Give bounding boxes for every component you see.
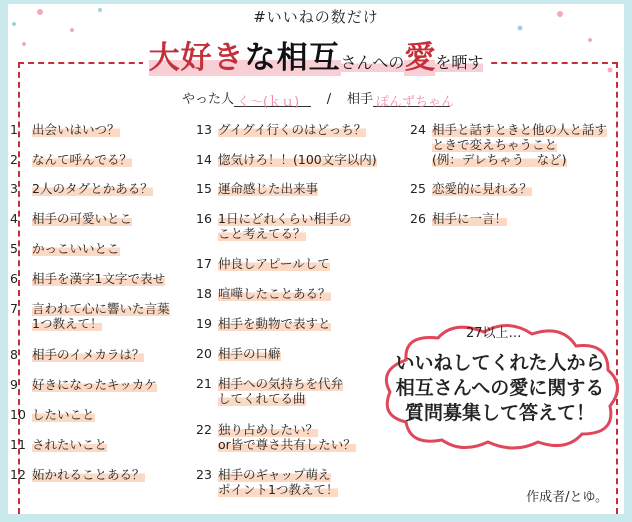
question-text: 恋愛的に見れる？ xyxy=(432,181,533,196)
question-item xyxy=(196,152,377,167)
hashtag-label: #いいねの数だけ xyxy=(253,8,379,26)
question-number: 26 xyxy=(410,211,426,226)
question-number: 12 xyxy=(10,467,26,482)
question-item xyxy=(196,256,330,271)
question-number: 14 xyxy=(196,152,212,167)
question-text: 出会いはいつ？ xyxy=(32,122,120,137)
question-item xyxy=(10,301,170,331)
question-text: 喧嘩したことある？ xyxy=(218,286,331,301)
question-text: 相手と話すときと他の人と話す ときで変えちゃうこと (例：デレちゃう など) xyxy=(432,122,608,167)
question-number: 5 xyxy=(10,241,18,256)
cloud-line-1: いいねしてくれた人から xyxy=(395,352,605,374)
cloud-line-2: 相互さんへの愛に関する xyxy=(395,377,605,399)
question-number: 4 xyxy=(10,211,18,226)
question-text: 相手に一言！ xyxy=(432,211,508,226)
separator: / xyxy=(326,92,332,107)
question-item xyxy=(10,152,132,167)
question-text: されたいこと xyxy=(32,437,108,452)
question-item xyxy=(10,241,120,256)
question-item xyxy=(196,422,356,452)
question-number: 24 xyxy=(410,122,426,137)
question-number: 25 xyxy=(410,181,426,196)
did-label: やった人 xyxy=(181,92,234,107)
question-text: 好きになったキッカケ xyxy=(32,377,157,392)
question-number: 9 xyxy=(10,377,18,392)
question-item xyxy=(10,467,145,482)
question-item xyxy=(10,211,132,226)
question-item xyxy=(196,316,331,331)
question-text: 相手への気持ちを代弁 してくれてる曲 xyxy=(218,376,344,406)
question-number: 10 xyxy=(10,407,26,422)
title-part-1: 大好き xyxy=(148,40,245,76)
question-number: 6 xyxy=(10,271,18,286)
question-text: 相手を漢字1文字で表せ xyxy=(32,271,165,286)
question-item xyxy=(10,122,120,137)
question-item xyxy=(196,346,281,361)
question-number: 1 xyxy=(10,122,18,137)
question-number: 7 xyxy=(10,301,18,316)
question-item xyxy=(410,211,507,226)
cloud-message xyxy=(384,351,616,426)
question-item xyxy=(10,271,165,286)
participants-line xyxy=(0,88,632,110)
question-number: 3 xyxy=(10,181,18,196)
question-text: 相手の口癖 xyxy=(218,346,281,361)
question-item xyxy=(410,122,607,167)
question-text: 2人のタグとかある？ xyxy=(32,181,153,196)
question-text: 言われて心に響いた言葉 1つ教えて！ xyxy=(32,301,170,331)
question-number: 18 xyxy=(196,286,212,301)
question-text: 1日にどれくらい相手の こと考えてる？ xyxy=(218,211,351,241)
question-item xyxy=(10,181,153,196)
question-number: 15 xyxy=(196,181,212,196)
question-item xyxy=(10,407,95,422)
title-part-3: さんへの xyxy=(340,53,405,72)
question-number: 13 xyxy=(196,122,212,137)
question-number: 21 xyxy=(196,376,212,391)
question-item xyxy=(10,437,107,452)
question-number: 23 xyxy=(196,467,212,482)
author-credit: 作成者/とゆ。 xyxy=(526,490,608,505)
question-number: 20 xyxy=(196,346,212,361)
question-text: 運命感じた出来事 xyxy=(218,181,319,196)
question-item xyxy=(410,181,532,196)
title-part-5: を晒す xyxy=(435,53,484,72)
cloud-line-3: 質問募集して答えて！ xyxy=(404,402,595,424)
question-text: グイグイ行くのはどっち？ xyxy=(218,122,367,137)
question-text: 相手のイメカラは？ xyxy=(32,347,145,362)
question-text: 妬かれることある？ xyxy=(32,467,145,482)
question-item xyxy=(10,347,144,362)
question-item xyxy=(196,211,351,241)
question-item xyxy=(196,286,331,301)
question-item xyxy=(196,376,343,406)
question-text: 相手のギャップ萌え ポイント1つ教えて！ xyxy=(218,467,339,497)
partner-label: 相手 xyxy=(347,92,374,107)
question-text: 相手の可愛いとこ xyxy=(32,211,133,226)
question-item xyxy=(10,377,157,392)
question-number: 8 xyxy=(10,347,18,362)
question-text: 独り占めしたい？ or皆で尊さ共有したい？ xyxy=(218,422,356,452)
question-number: 11 xyxy=(10,437,26,452)
partner-value: ぽんずちゃん xyxy=(373,91,450,107)
question-item xyxy=(196,467,338,497)
question-number: 17 xyxy=(196,256,212,271)
cloud-tag: 27以上… xyxy=(466,326,522,341)
title-part-2: な相互 xyxy=(244,40,341,76)
question-text: なんて呼んでる？ xyxy=(32,152,133,167)
question-text: かっこいいとこ xyxy=(32,241,120,256)
page-title xyxy=(0,32,632,77)
question-text: 惚気けろ！！(100文字以内) xyxy=(218,152,377,167)
question-number: 19 xyxy=(196,316,212,331)
question-number: 2 xyxy=(10,152,18,167)
title-part-ai: 愛 xyxy=(404,40,436,76)
question-item xyxy=(196,181,318,196)
question-text: 相手を動物で表すと xyxy=(218,316,331,331)
question-item xyxy=(196,122,366,137)
question-number: 22 xyxy=(196,422,212,437)
question-text: したいこと xyxy=(32,407,95,422)
did-value: く～(ｋｕ) xyxy=(234,91,311,107)
question-text: 仲良しアピールして xyxy=(218,256,330,271)
question-number: 16 xyxy=(196,211,212,226)
